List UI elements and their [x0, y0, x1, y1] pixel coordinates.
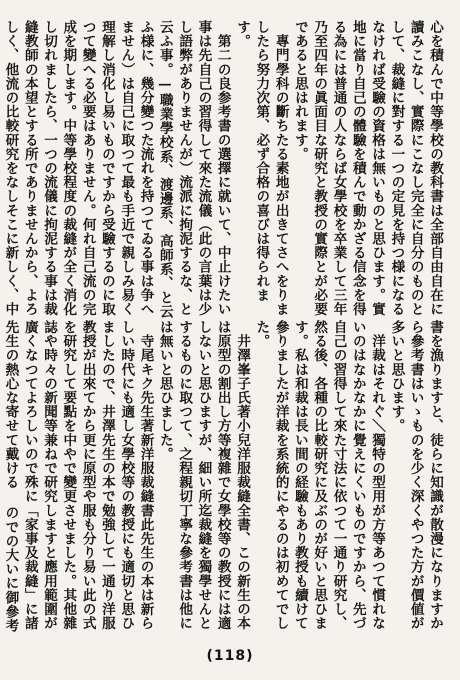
upper-text-block: 心を積んで中等學校の教科書は全部自由自在に讀みこなし、實際にこなし完全に自分のものとして、裁縫に對する一つの定見を持つ様になるなければ受驗の資格は無いものと思ひます。實地に當り自己の體驗を積んで動かざる信念を得る為には普通の人ならば女學校を卒業して三年乃至四年の眞面目な研究と教授の實際とが必要であると思はれます。 專門學科の斷ちたる素地が出きてさへをりましたら努力次第、必ず合格の喜びは得られます。 第二の良参考書の選擇に就いて、中止けたい事は先自己の習得して來た流儀（此の言葉は少し語弊がありませんが）流派に拘泥するな、と云ふ事。—職業學校系、渡邊系、高師系、と云ふ様に、幾分變つた流れを持つてゐる事は争へません）は自己に取つて最も手近で親しみ易く理解し消化し易いものですから受驗するのに取つて變へる必要はありません。何れ自己流の完成を期します。中等學校程度の裁縫が全く消化し切れましたら、一つの流儀に拘泥する事は裁縫教師の本望とする所でありませんから、よろしく、他流の比較研究をなしそこに新しく、中: [2, 20, 443, 319]
lower-text-block: 書を漁りますと、徒らに知識が散漫になりますから參考書はいゝものを少く深くやつた方が價値が多いと思ひます。 洋裁はそれぐ＼獨特の型用が方等あつて慣れないのはなかなかに覺えにくいものですから、先づ自己の習得して來た寸法に依つて一通り研究し、然る後、各種の比較研究に及ぶのが好いと思ひます。私は和裁は長い間の経驗もあり教授も續けて參りましたが洋裁を系統的にやるのは初めてでした。 井澤峯子氏著小兒洋服裁縫全書、この新生の本は原型の割出し方等複雜で女學校等の教授には適しないと思ひますが、細い所迄裁縫を獨學せんとするものに取つて、之程親切丁寧な參考書は他には無いと思ひました。 寺尾キク先生著新洋服裁縫書此先生の本は新らしい時代にも適し女學校等の教授にも適切と思ひましたので、井澤先生の本で勉強して一通り洋服教授が出來てから更に原型や服も分り易い此の式を研究して要點を中やで變更させました。其他雜誌や時々の新聞等兼ねで研究しますと應用範圍が廣くなつてよろしいので殊に「家事及裁縫」に諸先生の熱心な寄せて戴ける のでの大いに御參考: [2, 320, 443, 633]
page-number: (118): [206, 648, 254, 664]
